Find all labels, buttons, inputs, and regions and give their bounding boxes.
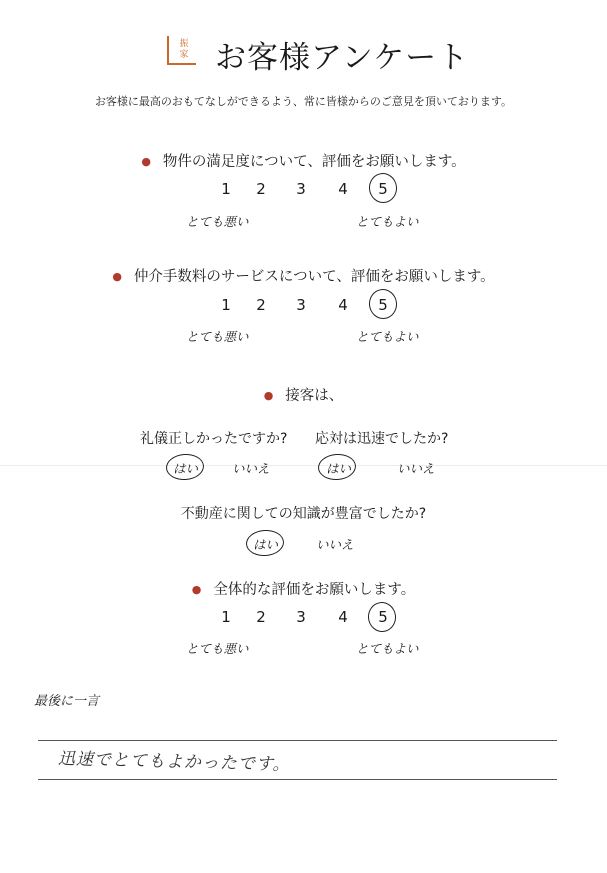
question-customer-service bbox=[0, 384, 607, 405]
rating-option-4[interactable]: 4 bbox=[338, 180, 348, 198]
scale-high-label: とてもよい bbox=[356, 329, 419, 344]
rating-option-3[interactable]: 3 bbox=[296, 296, 306, 314]
handwritten-comment[interactable]: 迅速でとてもよかったです。 bbox=[57, 749, 291, 776]
logo-char-2: 家 bbox=[179, 50, 189, 60]
comment-line-bottom bbox=[38, 779, 557, 780]
selected-rating-circle bbox=[368, 172, 399, 205]
scale-high-label: とてもよい bbox=[356, 641, 419, 656]
scan-crease bbox=[0, 465, 607, 466]
scale-low-label: とても悪い bbox=[186, 641, 249, 656]
knowledge-no-option[interactable]: いいえ bbox=[316, 537, 354, 552]
question-text: 不動産に関しての知識が豊富でしたか? bbox=[180, 506, 427, 522]
rating-option-1[interactable]: 1 bbox=[221, 180, 231, 198]
rating-option-1[interactable]: 1 bbox=[221, 608, 231, 626]
rating-option-2[interactable]: 2 bbox=[256, 296, 266, 314]
selected-rating-circle bbox=[368, 288, 399, 321]
selected-rating-circle bbox=[367, 601, 398, 634]
selected-answer-circle bbox=[245, 529, 285, 558]
company-logo bbox=[167, 36, 196, 65]
speed-yes-option[interactable]: はい bbox=[326, 461, 352, 476]
question-text: 全体的な評価をお願いします。 bbox=[213, 582, 416, 598]
courtesy-no-option[interactable]: いいえ bbox=[232, 461, 270, 476]
page-title: お客様アンケート bbox=[215, 40, 470, 76]
question-overall-rating bbox=[0, 578, 607, 599]
page-subtitle: お客様に最高のおもてなしができるよう、常に皆様からのご意見を頂いております。 bbox=[94, 95, 513, 108]
speed-no-option[interactable]: いいえ bbox=[397, 461, 435, 476]
speed-question: 応対は迅速でしたか? bbox=[315, 431, 449, 447]
scale-low-label: とても悪い bbox=[186, 329, 249, 344]
closing-comment-label: 最後に一言 bbox=[34, 694, 100, 709]
rating-option-5[interactable]: 5 bbox=[378, 608, 388, 626]
bullet-icon: ● bbox=[112, 270, 122, 283]
rating-option-3[interactable]: 3 bbox=[296, 608, 306, 626]
courtesy-question: 礼儀正しかったですか? bbox=[140, 431, 288, 447]
question-property-satisfaction bbox=[0, 150, 607, 171]
bullet-icon: ● bbox=[191, 583, 202, 596]
rating-option-2[interactable]: 2 bbox=[256, 608, 266, 626]
rating-option-3[interactable]: 3 bbox=[296, 180, 306, 198]
scale-high-label: とてもよい bbox=[356, 214, 419, 229]
bullet-icon: ● bbox=[141, 155, 151, 168]
courtesy-yes-option[interactable]: はい bbox=[173, 461, 199, 476]
knowledge-yes-option[interactable]: はい bbox=[253, 537, 279, 552]
scale-low-label: とても悪い bbox=[186, 214, 249, 229]
logo-char-1: 振 bbox=[179, 39, 189, 49]
knowledge-question bbox=[0, 503, 607, 523]
rating-option-2[interactable]: 2 bbox=[256, 180, 266, 198]
rating-option-4[interactable]: 4 bbox=[338, 608, 348, 626]
rating-option-5[interactable]: 5 bbox=[378, 296, 388, 314]
question-commission-service bbox=[0, 265, 607, 286]
selected-answer-circle bbox=[317, 453, 357, 482]
rating-option-5[interactable]: 5 bbox=[378, 180, 388, 198]
question-text: 接客は、 bbox=[285, 388, 344, 404]
comment-line-top bbox=[38, 740, 557, 741]
rating-option-4[interactable]: 4 bbox=[338, 296, 348, 314]
bullet-icon: ● bbox=[263, 389, 274, 402]
selected-answer-circle bbox=[165, 453, 205, 482]
rating-option-1[interactable]: 1 bbox=[221, 296, 231, 314]
question-text: 物件の満足度について、評価をお願いします。 bbox=[162, 154, 466, 170]
question-text: 仲介手数料のサービスについて、評価をお願いします。 bbox=[133, 269, 495, 285]
